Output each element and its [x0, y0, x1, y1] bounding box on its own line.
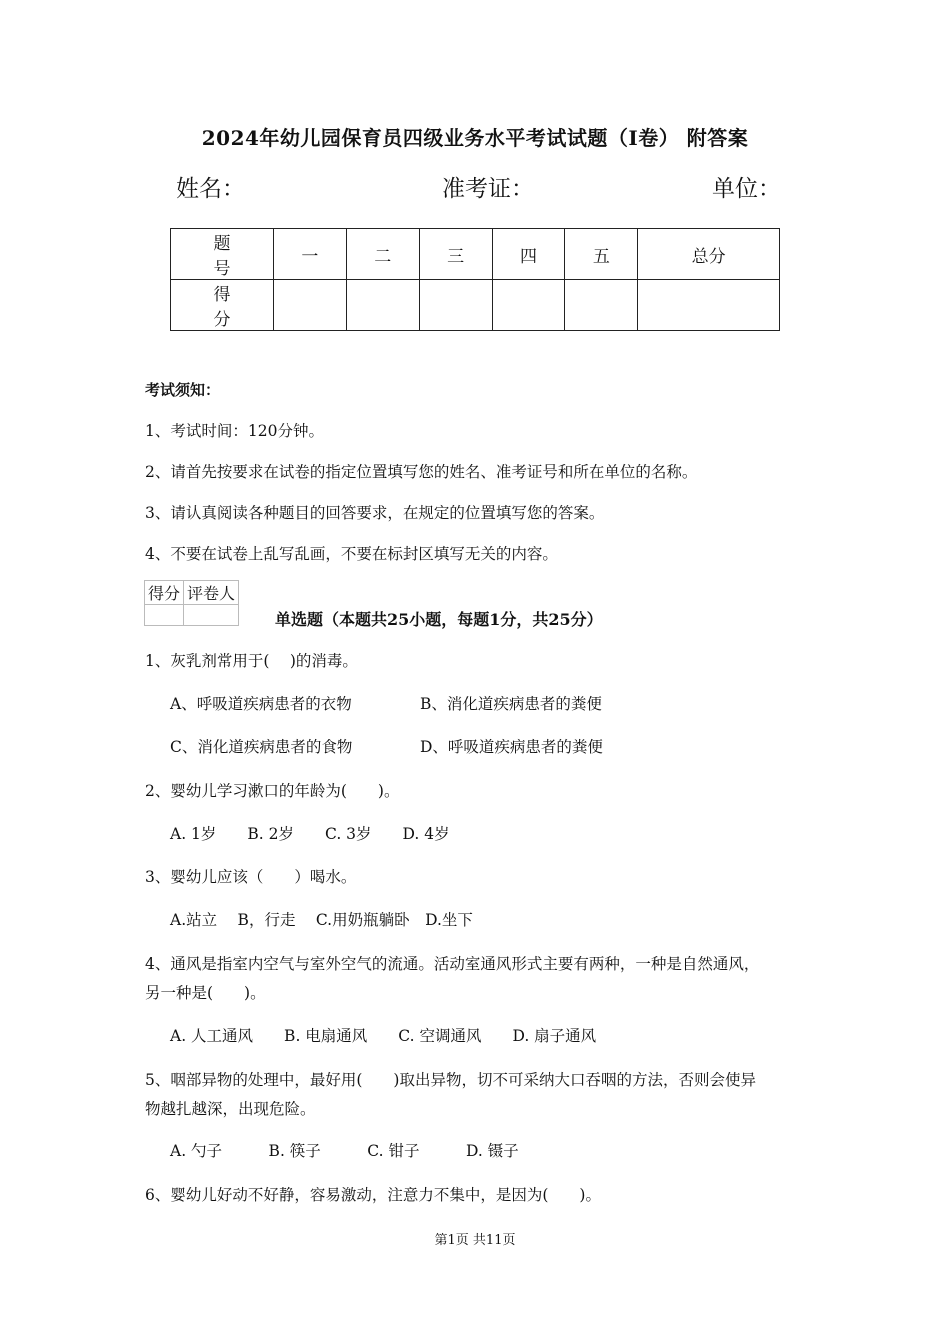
question-stem: 3、婴幼儿应该（ ）喝水。 — [145, 868, 357, 886]
score-table-cell: 四 — [492, 229, 565, 280]
question-stem-cont: 物越扎越深，出现危险。 — [145, 1100, 316, 1118]
score-table-cell: 得 分 — [171, 280, 274, 331]
score-table-cell: 二 — [346, 229, 419, 280]
section-title: 单选题（本题共25小题，每题1分，共25分） — [275, 610, 603, 629]
score-table — [170, 228, 780, 331]
question-options: A.站立 B，行走 C.用奶瓶躺卧 D.坐下 — [170, 911, 473, 929]
question-options: A. 勺子 B. 筷子 C. 钳子 D. 镊子 — [170, 1142, 519, 1160]
question-options: A. 1岁 B. 2岁 C. 3岁 D. 4岁 — [170, 825, 450, 843]
question-stem: 4、通风是指室内空气与室外空气的流通。活动室通风形式主要有两种，一种是自然通风， — [145, 955, 760, 973]
grader-score-cell[interactable] — [145, 605, 184, 626]
question-options: A. 人工通风 B. 电扇通风 C. 空调通风 D. 扇子通风 — [170, 1027, 597, 1045]
score-input-cell[interactable] — [492, 280, 565, 331]
score-table-header-row — [171, 229, 780, 280]
unit-label: 单位： — [712, 176, 781, 202]
page-title: 2024年幼儿园保育员四级业务水平考试试题（I卷） 附答案 — [201, 126, 749, 150]
grader-name-label: 评卷人 — [184, 581, 239, 605]
grader-name-cell[interactable] — [184, 605, 239, 626]
question-option: C、消化道疾病患者的食物 — [170, 738, 353, 756]
exam-id-label: 准考证： — [442, 176, 534, 202]
score-table-cell: 三 — [419, 229, 492, 280]
notice-item: 4、不要在试卷上乱写乱画，不要在标封区填写无关的内容。 — [145, 545, 558, 563]
score-input-cell[interactable] — [419, 280, 492, 331]
question-option: A、呼吸道疾病患者的衣物 — [170, 695, 352, 713]
grader-score-label: 得分 — [145, 581, 184, 605]
grader-box — [144, 580, 239, 626]
question-option: D、呼吸道疾病患者的粪便 — [420, 738, 603, 756]
score-input-cell[interactable] — [638, 280, 780, 331]
score-table-score-row — [171, 280, 780, 331]
notice-item: 1、考试时间：120分钟。 — [145, 422, 324, 440]
score-table-cell: 五 — [565, 229, 638, 280]
question-stem: 1、灰乳剂常用于( )的消毒。 — [145, 652, 358, 670]
question-stem: 5、咽部异物的处理中，最好用( )取出异物，切不可采纳大口吞咽的方法，否则会使异 — [145, 1071, 756, 1089]
page-footer: 第1页 共11页 — [434, 1233, 516, 1248]
question-stem-cont: 另一种是( )。 — [145, 984, 266, 1002]
notice-heading: 考试须知： — [145, 381, 221, 399]
score-input-cell[interactable] — [565, 280, 638, 331]
notice-item: 2、请首先按要求在试卷的指定位置填写您的姓名、准考证号和所在单位的名称。 — [145, 463, 698, 481]
score-input-cell[interactable] — [274, 280, 347, 331]
question-stem: 2、婴幼儿学习漱口的年龄为( )。 — [145, 782, 400, 800]
notice-item: 3、请认真阅读各种题目的回答要求，在规定的位置填写您的答案。 — [145, 504, 605, 522]
name-label: 姓名： — [176, 176, 245, 202]
score-table-cell: 一 — [274, 229, 347, 280]
question-option: B、消化道疾病患者的粪便 — [420, 695, 602, 713]
score-input-cell[interactable] — [346, 280, 419, 331]
score-table-cell: 总分 — [638, 229, 780, 280]
question-stem: 6、婴幼儿好动不好静，容易激动，注意力不集中，是因为( )。 — [145, 1186, 601, 1204]
score-table-cell: 题 号 — [171, 229, 274, 280]
